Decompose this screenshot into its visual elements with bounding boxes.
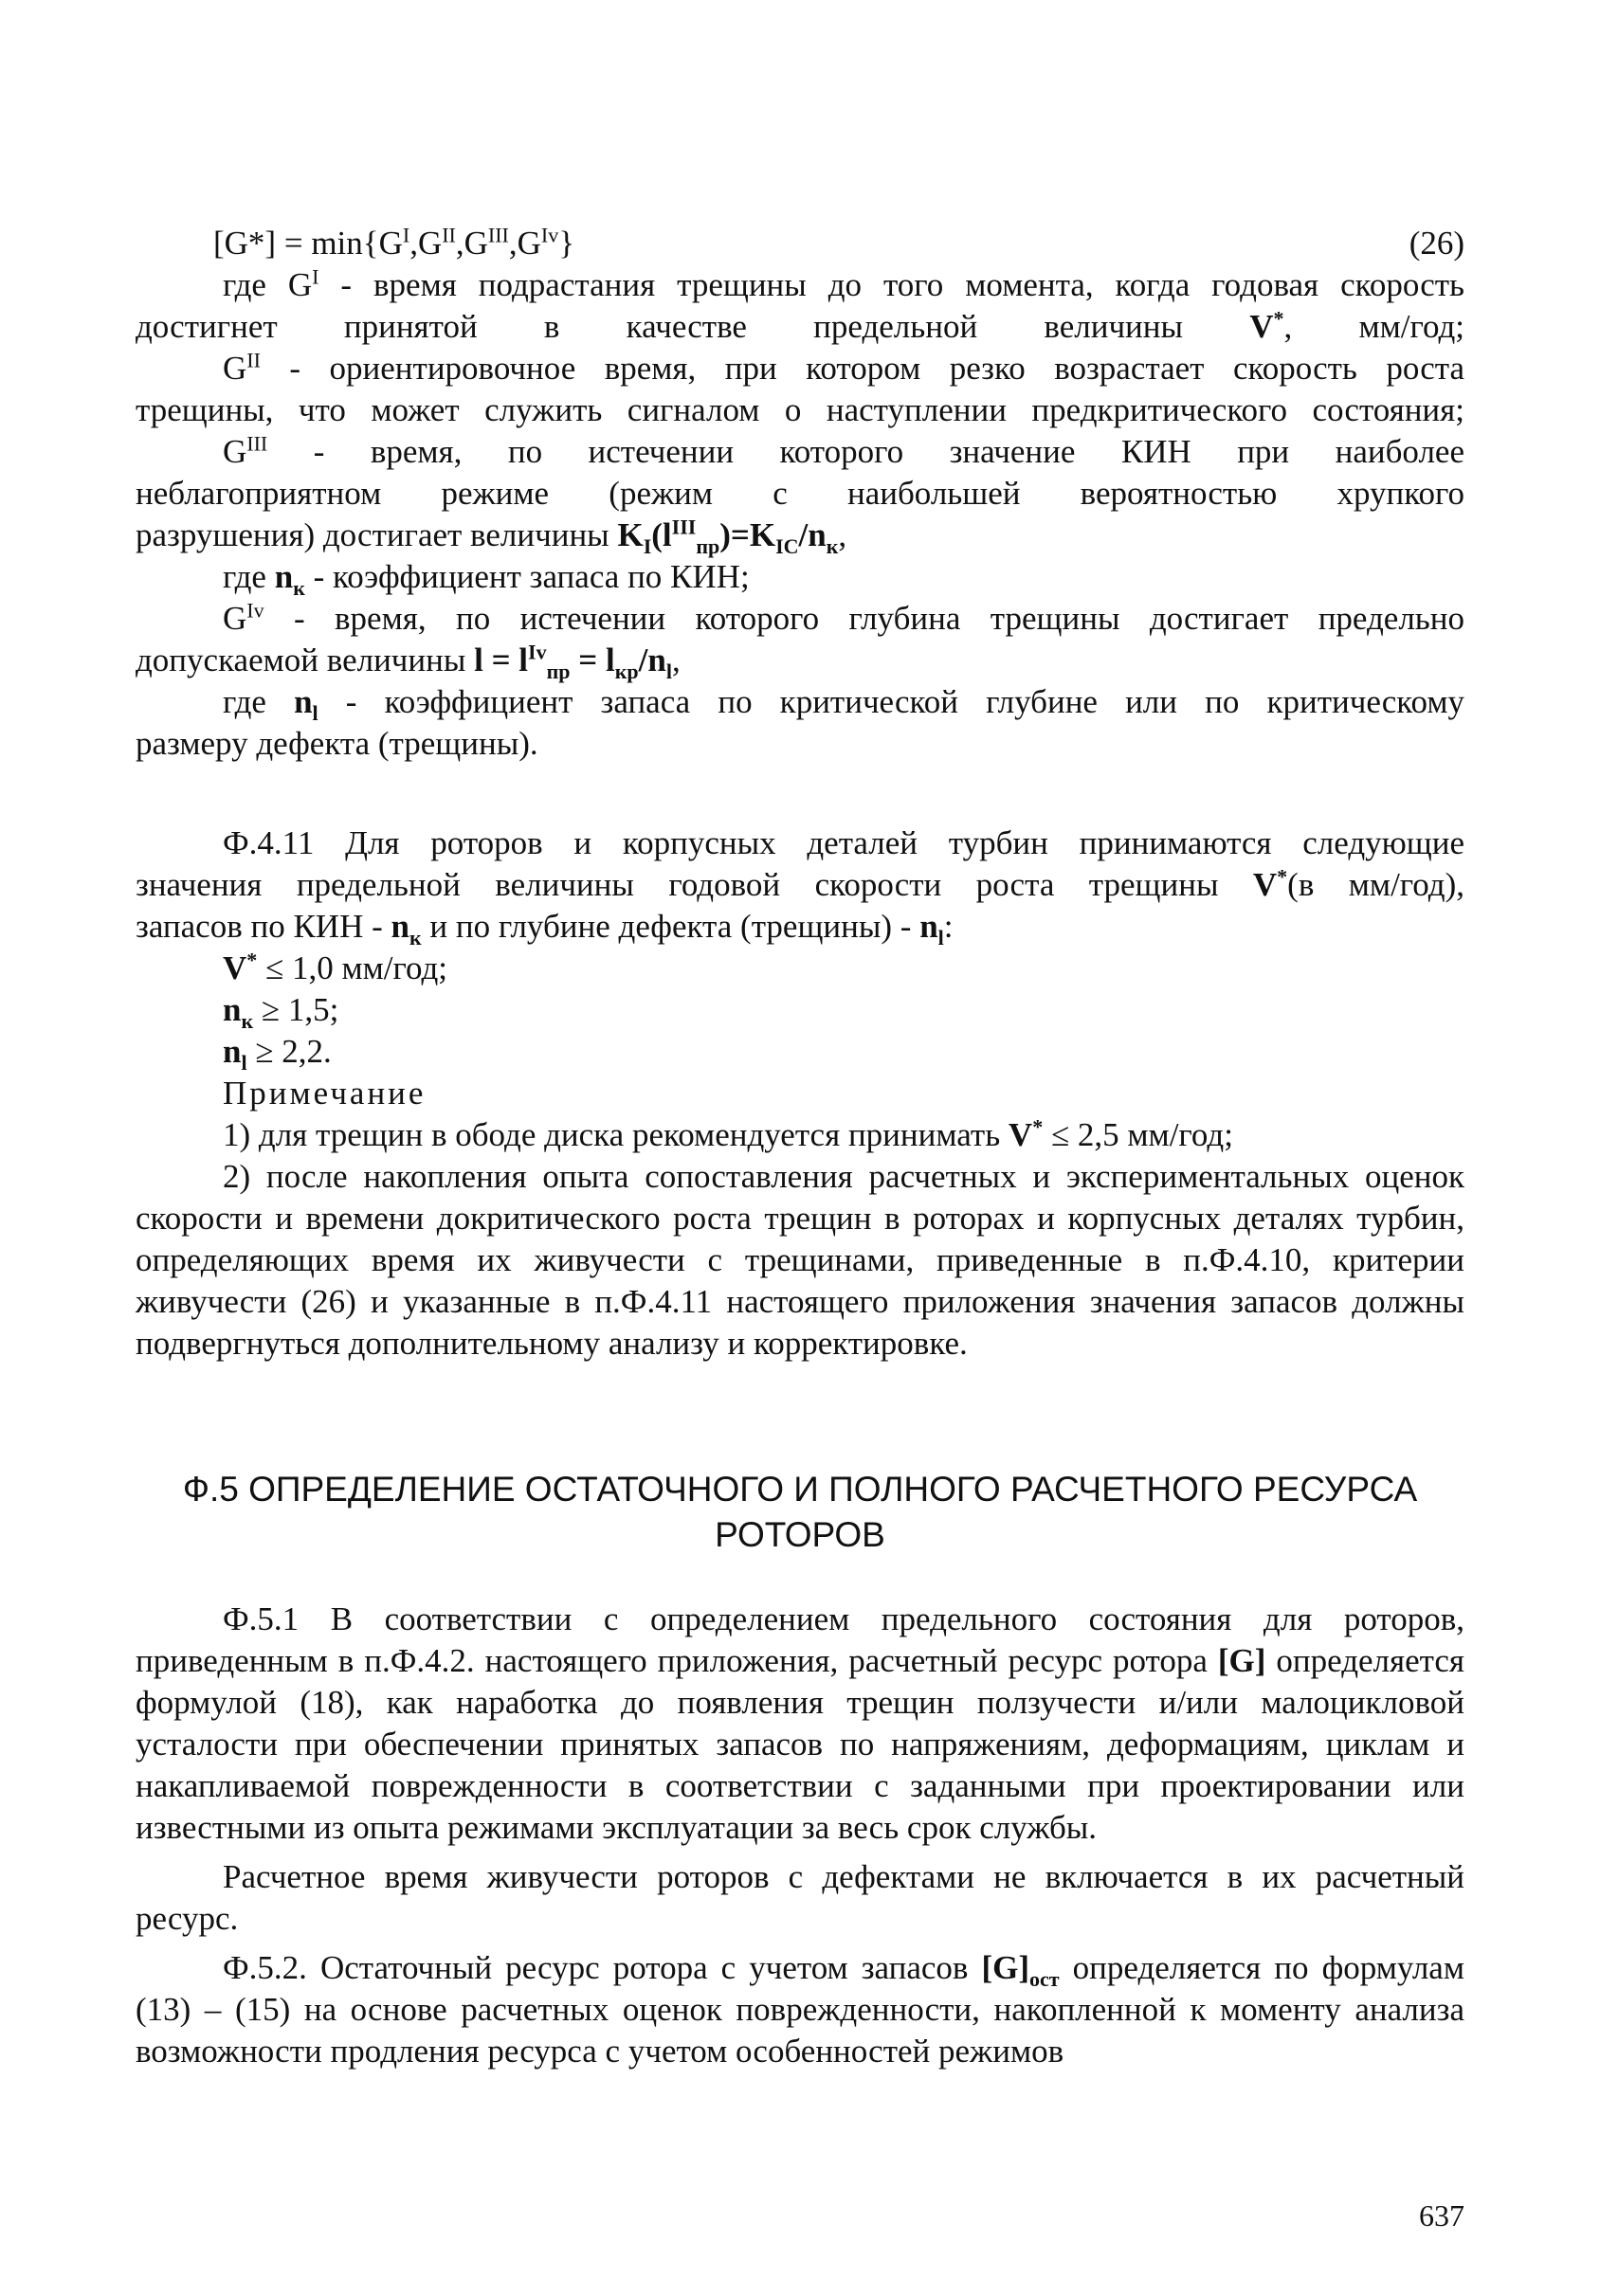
g3-definition: $G^{III}$ - время, по истечении которого значение КИН при наиболее: [223, 431, 1464, 470]
limit-nk: $n_к \ge 1,5$;: [223, 991, 339, 1033]
limits-block: Ф.4.11 Для роторов и корпусных деталей турбин принимаются следующие значения предельной величины годовой скорости роста трещины V*(в мм/год), запасов по КИН - $n_к$ и по глубине дефекта (трещины) - $n_l$: V* ≤ 1,0 мм/год; $n_к \ge 1,5$; $n_l \ge 2,2$. Примечание 1) для трещин в ободе диска рекомендуется принимать V* ≤ 2,5 мм/год; 2) после накопления опыта сопоставления расчетных и экспериментальных оценок скорости и времени докритического роста трещин в роторах и корпусных деталях турбин, определяющих время их живучести с трещинами, приведенные в п.Ф.4.10, критерии живучести (26) и указанные в п.Ф.4.11 настоящего приложения значения запасов должны подвергнуться дополнительному анализу и корректировке.: [136, 823, 1464, 1365]
nl-definition: где $n_l$ - коэффициент запаса по критической глубине или по критическому: [223, 683, 1464, 725]
formula-26: $[G*] = \min\{G^I,G^{II},G^{III},G^{Iv}\}$ (26): [136, 223, 1464, 264]
nk-definition: где $n_к$ - коэффициент запаса по КИН;: [223, 558, 750, 600]
g1-definition: где $G^I$ - время подрастания трещины до того момента, когда годовая скорость: [223, 264, 1464, 303]
g2-definition: $G^{II}$ - ориентировочное время, при котором резко возрастает скорость роста: [223, 348, 1464, 387]
note-title: Примечание: [223, 1075, 427, 1112]
note-1: 1) для трещин в ободе диска рекомендуется принимать V* ≤ 2,5 мм/год;: [223, 1114, 1233, 1153]
page-number: 637: [1419, 2198, 1464, 2233]
limit-nl: $n_l \ge 2,2$.: [223, 1033, 332, 1075]
paragraph-survivability: Расчетное время живучести роторов с дефектами не включается в их расчетный ресурс.: [136, 1858, 1464, 1937]
g4-definition: $G^{Iv}$ - время, по истечении которого глубина трещины достигает предельно: [223, 598, 1464, 637]
limit-v: V* ≤ 1,0 мм/год;: [223, 948, 448, 986]
section-heading-f5: Ф.5 ОПРЕДЕЛЕНИЕ ОСТАТОЧНОГО И ПОЛНОГО РАСЧЕТНОГО РЕСУРСА РОТОРОВ: [182, 1470, 1418, 1554]
resource-block: [136, 1599, 1464, 2072]
section-f5-1: Ф.5.1 В соответствии с определением предельного состояния для роторов, приведенным в п.Ф.4.2. настоящего приложения, расчетный ресурс ротора [G] определяется формулой (18), как наработка до появления трещин ползучести и/или малоцикловой усталости при обеспечении принятых запасов по напряжениям, деформациям, циклам и накапливаемой поврежденности в соответствии с заданными при проектировании или известными из опыта режимами эксплуатации за весь срок службы.: [136, 1600, 1464, 1846]
criteria-block: $[G*] = \min\{G^I,G^{II},G^{III},G^{Iv}\}$ (26) где $G^I$ - время подрастания трещины до того момента, когда годовая скорость достигнет принятой в качестве предельной величины V*, мм/год; $G^{II}$ - ориентировочное время, при котором резко возрастает скорость роста трещины, что может служить сигналом о наступлении предкритического состояния; $G^{III}$ - время, по истечении которого значение КИН при наиболее неблагоприятном режиме (режим с наибольшей вероятностью хрупкого разрушения) достигает величины $K_I(l^{III}_{пр})=K_{IC}/n_к$, где $n_к$ - коэффициент запаса по КИН; $G^{Iv}$ - время, по истечении которого глубина трещины достигает предельно допускаемой величины $l = l^{Iv}_{пр} = l_{кр}/n_l$, где $n_l$ - коэффициент запаса по критической глубине или по критическому размеру дефекта (трещины).: [136, 223, 1464, 762]
note-2: 2) после накопления опыта сопоставления расчетных и экспериментальных оценок скорости и времени докритического роста трещин в роторах и корпусных деталях турбин, определяющих время их живучести с трещинами, приведенные в п.Ф.4.10, критерии живучести (26) и указанные в п.Ф.4.11 настоящего приложения значения запасов должны подвергнуться дополнительному анализу и корректировке.: [136, 1158, 1464, 1362]
section-f4-11: Ф.4.11 Для роторов и корпусных деталей турбин принимаются следующие: [223, 824, 1464, 861]
section-f5-2: Ф.5.2. Остаточный ресурс ротора с учетом запасов $[G]_{ост}$ определяется по формулам (13) – (15) на основе расчетных оценок поврежденности, накопленной к моменту анализа возможности продления ресурса с учетом особенностей режимов: [136, 1949, 1464, 2070]
formula-number: (26): [1409, 225, 1464, 262]
